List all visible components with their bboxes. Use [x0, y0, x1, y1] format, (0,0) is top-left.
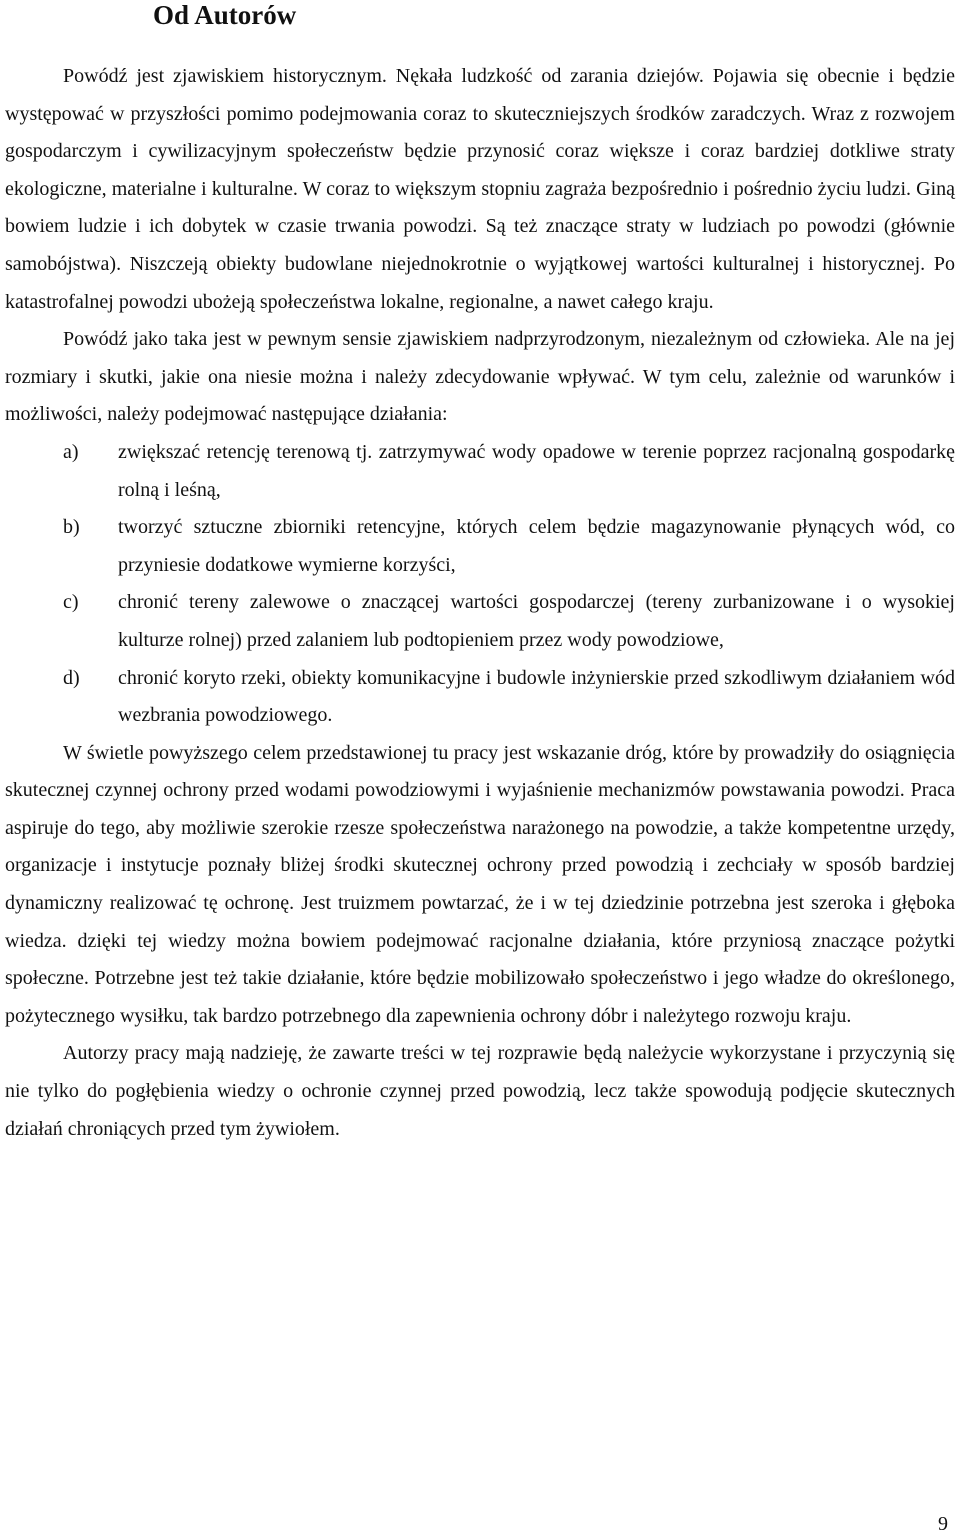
page-number: 9 — [938, 1513, 948, 1535]
list-item — [5, 660, 955, 735]
list-marker: a) — [63, 440, 79, 463]
document-page — [5, 0, 955, 1148]
section-title: Od Autorów — [153, 0, 297, 30]
list-marker: c) — [63, 591, 79, 614]
list-item-text: chronić tereny zalewowe o znaczącej wartości gospodarczej (tereny zurbanizowane i o wysokiej kulturze rolnej) przed zalaniem lub podtopieniem przez wody powodziowe, — [118, 591, 955, 651]
paragraph-authors-hope: Autorzy pracy mają nadzieję, że zawarte treści w tej rozprawie będą należycie wykorzystane i przyczynią się nie tylko do pogłębienia wiedzy o ochronie czynnej przed powodzią, lecz także spowodują podjęcie skutecznych działań chroniących przed tym żywiołem. — [5, 1042, 955, 1140]
paragraph-purpose: W świetle powyższego celem przedstawionej tu pracy jest wskazanie dróg, które by prowadziły do osiągnięcia skutecznej czynnej ochrony przed wodami powodziowymi i wyjaśnienie mechanizmów powstawania powodzi. Praca aspiruje do tego, aby możliwie szerokie rzesze społeczeństwa narażonego na powodzie, a także kompetentne urzędy, organizacje i instytucje poznały bliżej środki skutecznej ochrony przed powodzią i zechciały w sposób bardziej dynamiczny realizować tę ochronę. Jest truizmem powtarzać, że i w tej dziedzinie potrzebna jest szeroka i głęboka wiedza. dzięki tej wiedzy można bowiem podejmować racjonalne działania, które przyniosą znaczące pożytki społeczne. Potrzebne jest też takie działanie, które będzie mobilizowało społeczeństwo i jego władze do określonego, pożytecznego wysiłku, tak bardzo potrzebnego dla zapewnienia ochrony dóbr i należytego rozwoju kraju. — [5, 741, 955, 1027]
paragraph-intro: Powódź jest zjawiskiem historycznym. Nękała ludzkość od zarania dziejów. Pojawia się obecnie i będzie występować w przyszłości pomimo podejmowania coraz to skuteczniejszych środków zaradczych. Wraz z rozwojem gospodarczym i cywilizacyjnym społeczeństw będzie przynosić coraz większe i coraz bardziej dotkliwe straty ekologiczne, materialne i kulturalne. W coraz to większym stopniu zagraża bezpośrednio i pośrednio życiu ludzi. Giną bowiem ludzie i ich dobytek w czasie trwania powodzi. Są też znaczące straty w ludziach po powodzi (głównie samobójstwa). Niszczeją obiekty budowlane niejednokrotnie o wyjątkowej wartości kulturalnej i historycznej. Po katastrofalnej powodzi ubożeją społeczeństwa lokalne, regionalne, a nawet całego kraju. — [5, 65, 955, 313]
list-item — [5, 434, 955, 509]
actions-list — [5, 434, 955, 735]
paragraph-actions-intro: Powódź jako taka jest w pewnym sensie zjawiskiem nadprzyrodzonym, niezależnym od człowieka. Ale na jej rozmiary i skutki, jakie ona niesie można i należy zdecydowanie wpływać. W tym celu, zależnie od warunków i możliwości, należy podejmować następujące działania: — [5, 328, 955, 426]
list-marker: d) — [63, 666, 80, 689]
list-item — [5, 509, 955, 584]
list-item-text: tworzyć sztuczne zbiorniki retencyjne, których celem będzie magazynowanie płynących wód, co przyniesie dodatkowe wymierne korzyści, — [118, 516, 955, 576]
list-item — [5, 584, 955, 659]
list-item-text: zwiększać retencję terenową tj. zatrzymywać wody opadowe w terenie poprzez racjonalną gospodarkę rolną i leśną, — [118, 440, 955, 501]
list-marker: b) — [63, 516, 80, 539]
list-item-text: chronić koryto rzeki, obiekty komunikacyjne i budowle inżynierskie przed szkodliwym działaniem wód wezbrania powodziowego. — [118, 666, 955, 727]
